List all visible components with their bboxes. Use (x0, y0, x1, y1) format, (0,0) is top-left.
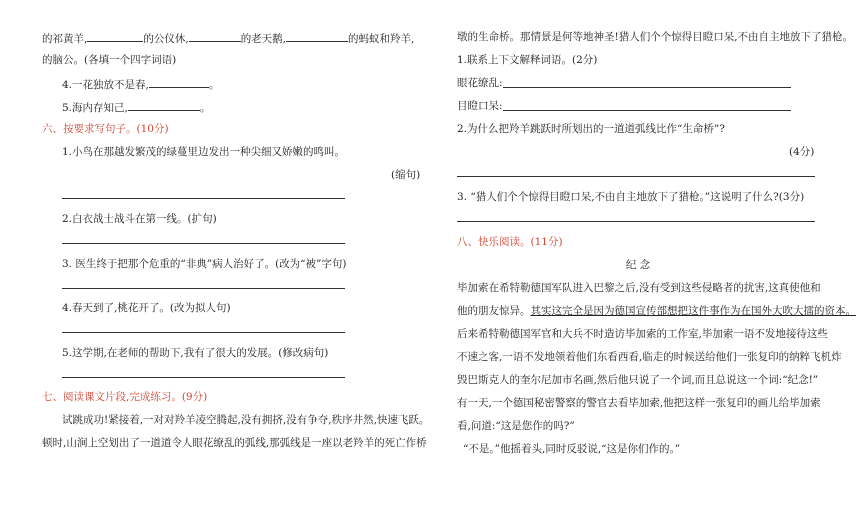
underlined-sentence: 其实这完全是因为德国宣传部想把这件事作为在国外大吹大擂的资本。 (530, 305, 856, 317)
blank-q5[interactable] (128, 99, 200, 111)
passage-8-line-6: 有一天,一个德国秘密警察的警官去看毕加索,他把这样一张复印的画儿给毕加索 (457, 397, 821, 409)
passage-8-line-5: 毁巴斯克人的奎尔尼加市名画,然后他只说了一个词,而且总说这一个词:“纪念!” (457, 374, 819, 386)
passage-8-line-7: 看,问道:“这是您作的吗?” (457, 420, 575, 432)
answer-line-s6q2[interactable] (62, 243, 345, 244)
answer-line-word-2[interactable] (503, 110, 791, 111)
section-8-heading: 八、快乐阅读。(11分) (457, 236, 563, 248)
blank-q4[interactable] (149, 76, 209, 88)
s6-question-1: 1.小鸟在那越发繁茂的绿蔓里边发出一种尖细又娇嫩的鸣叫。 (62, 146, 346, 158)
answer-line-s6q3[interactable] (62, 288, 345, 289)
fill-line-1: 的祁黄羊, 的公仪休, 的老天鹅, 的蚂蚁和羚羊, (42, 30, 414, 46)
word-2-label: 目瞪口呆: (457, 100, 503, 112)
answer-line-s6q5[interactable] (62, 377, 345, 378)
blank-3[interactable] (286, 30, 348, 42)
question-5: 5.海内存知己, 。 (62, 99, 210, 115)
answer-line-r-q3[interactable] (457, 221, 815, 222)
r-question-3: 3. “猎人们个个惊得目瞪口呆,不由自主地放下了猎枪。”这说明了什么?(3分) (457, 191, 805, 203)
s6-question-5: 5.这学期,在老师的帮助下,我有了很大的发展。(修改病句) (62, 347, 329, 359)
r-question-2-score: (4分) (789, 146, 815, 158)
passage-8-line-8: “不是。”他摇着头,同时反驳说,“这是你们作的。” (463, 443, 681, 455)
fill-line-2: 的脑公。(各填一个四字词语) (42, 54, 177, 66)
passage-7-line-2: 顿时,山涧上空划出了一道道令人眼花缭乱的弧线,那弧线是一座以老羚羊的死亡作桥 (42, 437, 427, 449)
passage-7-continued: 墩的生命桥。那情景是何等地神圣!猎人们个个惊得目瞪口呆,不由自主地放下了猎枪。 (457, 31, 854, 43)
passage-8-line-4: 不速之客,一语不发地领着他们东看西看,临走的时候送给他们一张复印的纳粹飞机炸 (457, 351, 842, 363)
passage-8-line-1: 毕加索在希特勒德国军队进入巴黎之后,没有受到这些侵略者的扰害,这真使他和 (457, 282, 821, 294)
question-4: 4.一花独放不是春, 。 (62, 76, 219, 92)
r-question-2: 2.为什么把羚羊跳跃时所划出的一道道弧线比作“生命桥”? (457, 123, 725, 135)
blank-2[interactable] (189, 30, 241, 42)
answer-line-word-1[interactable] (503, 87, 791, 88)
r-question-1: 1.联系上下文解释词语。(2分) (457, 54, 598, 66)
passage-8-line-2: 他的朋友惊异。其实这完全是因为德国宣传部想把这件事作为在国外大吹大擂的资本。 (457, 305, 856, 317)
passage-7-line-1: 试跳成功!紧接着,一对对羚羊凌空腾起,没有拥挤,没有争夺,秩序井然,快速飞跃。 (62, 414, 430, 426)
answer-line-r-q2[interactable] (457, 176, 815, 177)
s6-question-4: 4.春天到了,桃花开了。(改为拟人句) (62, 302, 231, 314)
section-7-heading: 七、阅读课文片段,完成练习。(9分) (42, 391, 208, 403)
answer-line-s6q1[interactable] (62, 198, 345, 199)
word-1-label: 眼花缭乱: (457, 77, 503, 89)
passage-8-line-3: 后来希特勒德国军官和大兵不时造访毕加索的工作室,毕加索一语不发地接待这些 (457, 328, 828, 340)
s6-question-3: 3. 医生终于把那个危重的“非典”病人治好了。(改为“被”字句) (62, 258, 347, 270)
blank-1[interactable] (87, 30, 143, 42)
s6-question-1-note: (缩句) (391, 169, 421, 181)
s6-question-2: 2.白衣战士战斗在第一线。(扩句) (62, 213, 217, 225)
passage-8-title: 纪 念 (625, 259, 651, 271)
answer-line-s6q4[interactable] (62, 332, 345, 333)
section-6-heading: 六、按要求写句子。(10分) (42, 123, 169, 135)
